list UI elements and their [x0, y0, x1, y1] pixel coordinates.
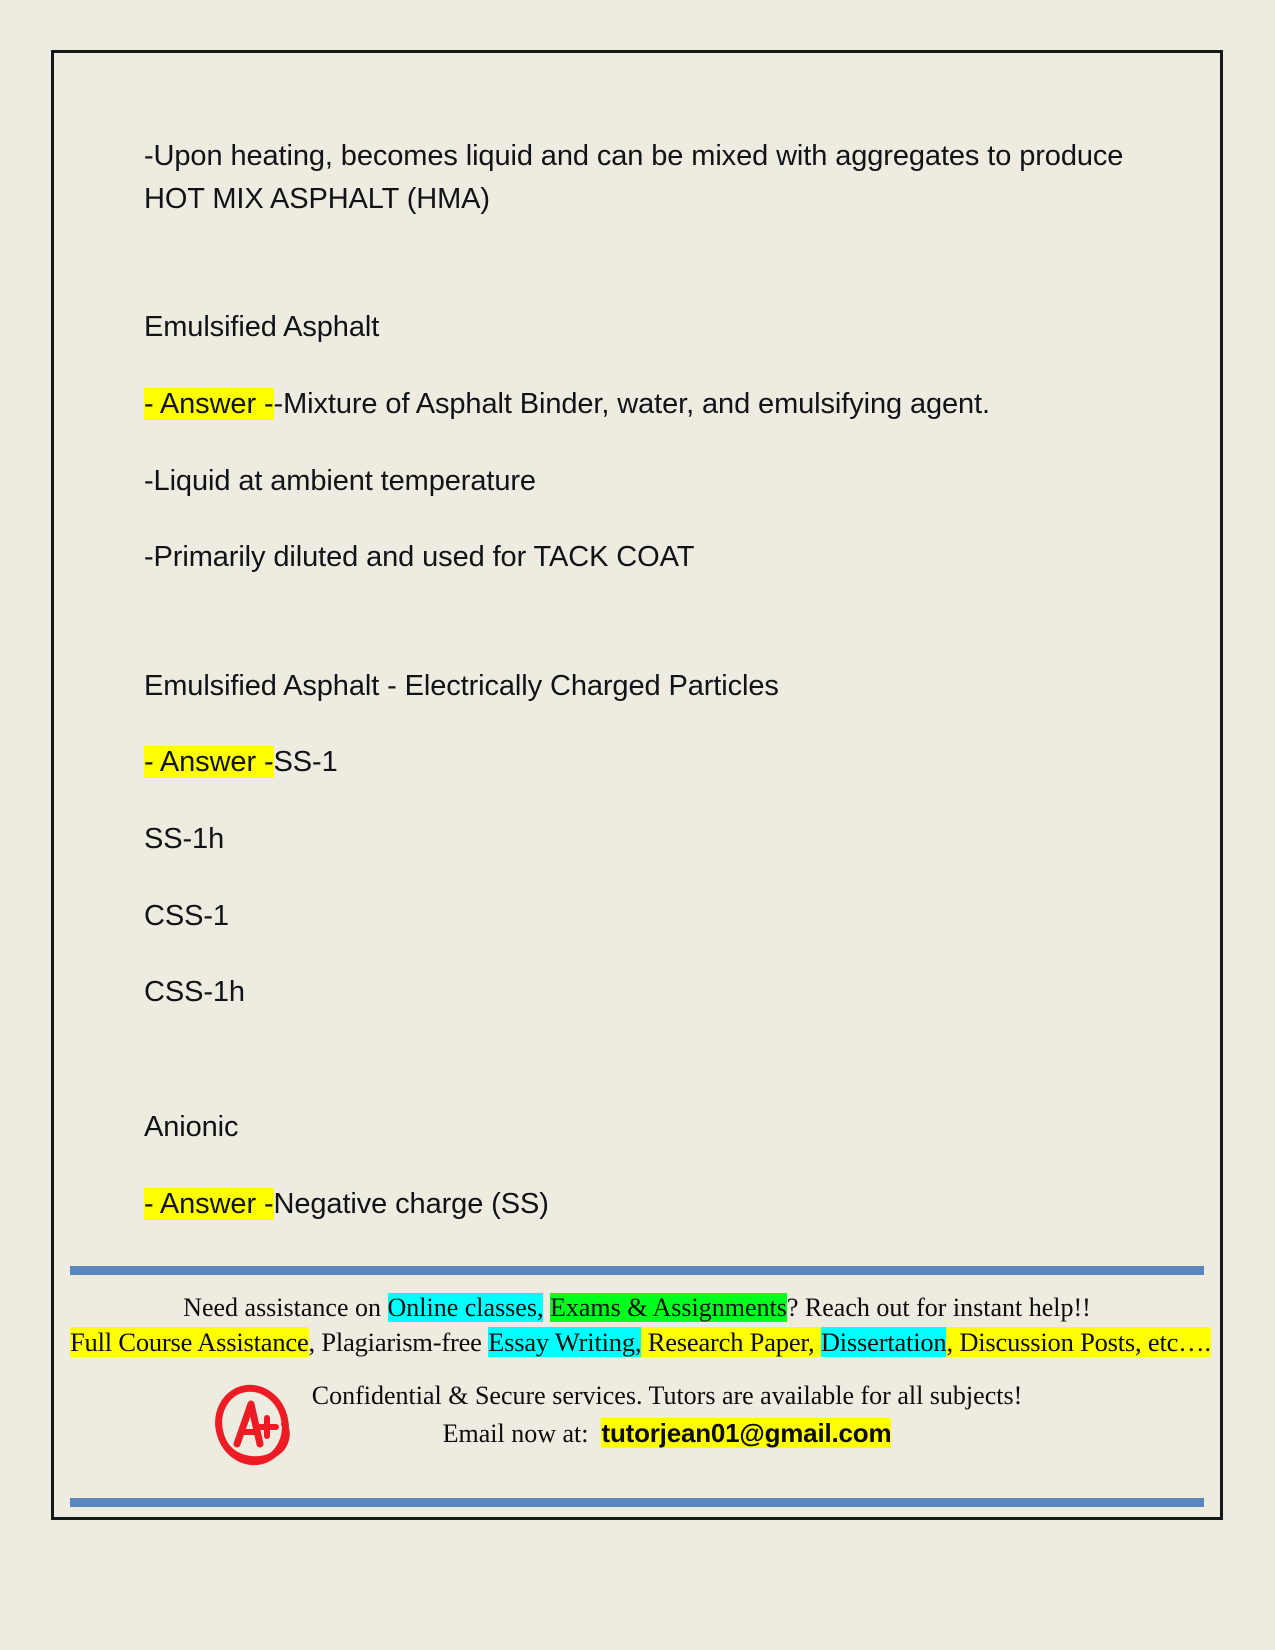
footer-divider-bottom: [70, 1498, 1204, 1507]
promo-footer: [70, 1266, 1211, 1507]
contact-block: [70, 1378, 1204, 1484]
answer-text: SS-1: [273, 746, 338, 779]
paragraph-note-liquid-ambient: -Liquid at ambient temperature: [144, 464, 536, 497]
answer-text: -Mixture of Asphalt Binder, water, and emulsifying agent.: [273, 387, 990, 420]
paragraph-term-charged-particles: Emulsified Asphalt - Electrically Charged Particles: [144, 669, 779, 702]
email-label: Email now at:: [442, 1418, 589, 1448]
paragraph-item-ss1h: SS-1h: [144, 823, 225, 855]
answer-highlight: - Answer -: [144, 1187, 274, 1220]
paragraph-term-emulsified-asphalt: Emulsified Asphalt: [144, 311, 380, 344]
promo-highlight-full-course-assistance: Full Course Assistance: [70, 1327, 309, 1358]
promo-highlight-discussion-posts: , Discussion Posts, etc….: [946, 1327, 1211, 1358]
email-address[interactable]: tutorjean01@gmail.com: [601, 1417, 892, 1448]
promo-line-1: [70, 1291, 1204, 1324]
paragraph-term-anionic: Anionic: [144, 1110, 239, 1143]
promo-highlight-online-classes: Online classes,: [387, 1292, 544, 1322]
a-plus-grade-icon: [210, 1382, 296, 1470]
promo-text-reach-out: ? Reach out for instant help!!: [786, 1292, 1091, 1322]
promo-highlight-dissertation: Dissertation: [820, 1327, 947, 1358]
document-body: [144, 135, 1144, 1259]
paragraph-answer-emulsified-asphalt: [144, 383, 1144, 426]
promo-text-plagiarism-free: , Plagiarism-free: [308, 1327, 489, 1358]
confidential-line: Confidential & Secure services. Tutors are available for all subjects!: [311, 1381, 1023, 1410]
paragraph-hma-note: -Upon heating, becomes liquid and can be mixed with aggregates to produce HOT MIX ASPHALT (HMA): [144, 140, 1132, 215]
answer-text: Negative charge (SS): [273, 1187, 549, 1220]
promo-highlight-essay-writing: Essay Writing,: [488, 1327, 642, 1358]
paragraph-answer-charged-particles: [144, 741, 1144, 784]
answer-highlight: - Answer -: [144, 746, 274, 779]
promo-highlight-research-paper: Research Paper,: [641, 1327, 821, 1358]
promo-space: [543, 1293, 550, 1322]
paragraph-note-tack-coat: -Primarily diluted and used for TACK COAT: [144, 541, 695, 574]
footer-divider-top: [70, 1266, 1204, 1275]
promo-highlight-exams-assignments: Exams & Assignments: [549, 1292, 787, 1322]
paragraph-item-css1h: CSS-1h: [144, 976, 245, 1009]
answer-highlight: - Answer -: [144, 387, 274, 420]
paragraph-answer-anionic: [144, 1183, 1144, 1226]
promo-text-need-assistance: Need assistance on: [183, 1292, 388, 1322]
document-page: [51, 50, 1223, 1520]
promo-line-2: [70, 1326, 1211, 1360]
paragraph-item-css1: CSS-1: [144, 899, 229, 932]
